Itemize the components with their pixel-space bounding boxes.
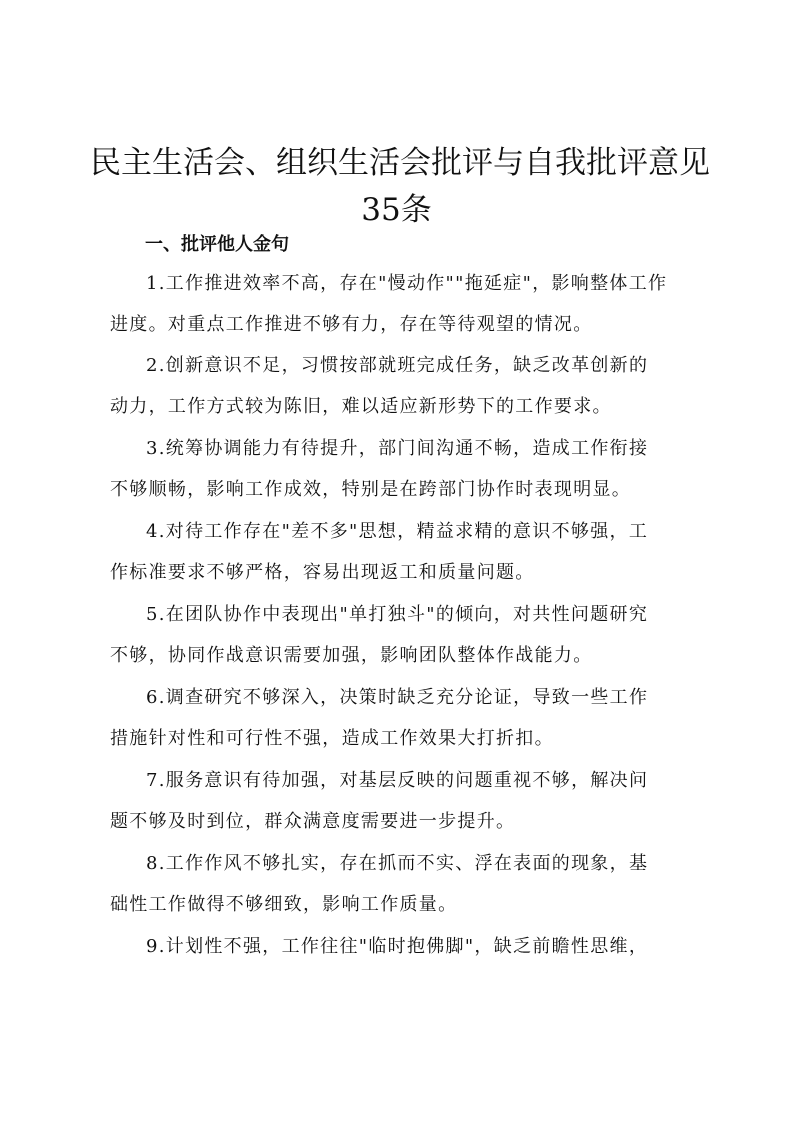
criticism-item-8	[110, 843, 710, 925]
item-line: 作标准要求不够严格，容易出现返工和质量问题。	[110, 562, 535, 583]
item-line: 不够，协同作战意识需要加强，影响团队整体作战能力。	[110, 645, 593, 666]
criticism-item-9	[110, 926, 710, 967]
item-line: 9.计划性不强，工作往往"临时抱佛脚"，缺乏前瞻性思维，	[146, 936, 649, 957]
item-line: 不够顺畅，影响工作成效，特别是在跨部门协作时表现明显。	[110, 479, 632, 500]
criticism-item-7	[110, 760, 710, 842]
criticism-item-5	[110, 594, 710, 676]
document-title-line-1: 民主生活会、组织生活会批评与自我批评意见	[90, 145, 710, 181]
item-line: 2.创新意识不足，习惯按部就班完成任务，缺乏改革创新的	[146, 355, 649, 376]
item-line: 进度。对重点工作推进不够有力，存在等待观望的情况。	[110, 314, 593, 335]
item-line: 8.工作作风不够扎实，存在抓而不实、浮在表面的现象，基	[146, 853, 649, 874]
criticism-item-4	[110, 511, 710, 593]
item-line: 础性工作做得不够细致，影响工作质量。	[110, 894, 458, 915]
criticism-item-1	[110, 263, 710, 345]
item-line: 6.调查研究不够深入，决策时缺乏充分论证，导致一些工作	[146, 687, 649, 708]
item-line: 措施针对性和可行性不强，造成工作效果大打折扣。	[110, 728, 554, 749]
criticism-item-2	[110, 345, 710, 427]
item-line: 题不够及时到位，群众满意度需要进一步提升。	[110, 811, 516, 832]
item-line: 4.对待工作存在"差不多"思想，精益求精的意识不够强，工	[146, 521, 649, 542]
item-line: 7.服务意识有待加强，对基层反映的问题重视不够，解决问	[146, 770, 649, 791]
document-title-line-2: 35条	[361, 192, 432, 228]
item-line: 3.统筹协调能力有待提升，部门间沟通不畅，造成工作衔接	[146, 438, 649, 459]
section-heading: 一、批评他人金句	[145, 234, 289, 255]
criticism-item-3	[110, 428, 710, 510]
item-line: 1.工作推进效率不高，存在"慢动作""拖延症"，影响整体工作	[146, 273, 668, 294]
item-line: 5.在团队协作中表现出"单打独斗"的倾向，对共性问题研究	[146, 604, 649, 625]
item-line: 动力，工作方式较为陈旧，难以适应新形势下的工作要求。	[110, 396, 612, 417]
criticism-item-6	[110, 677, 710, 759]
